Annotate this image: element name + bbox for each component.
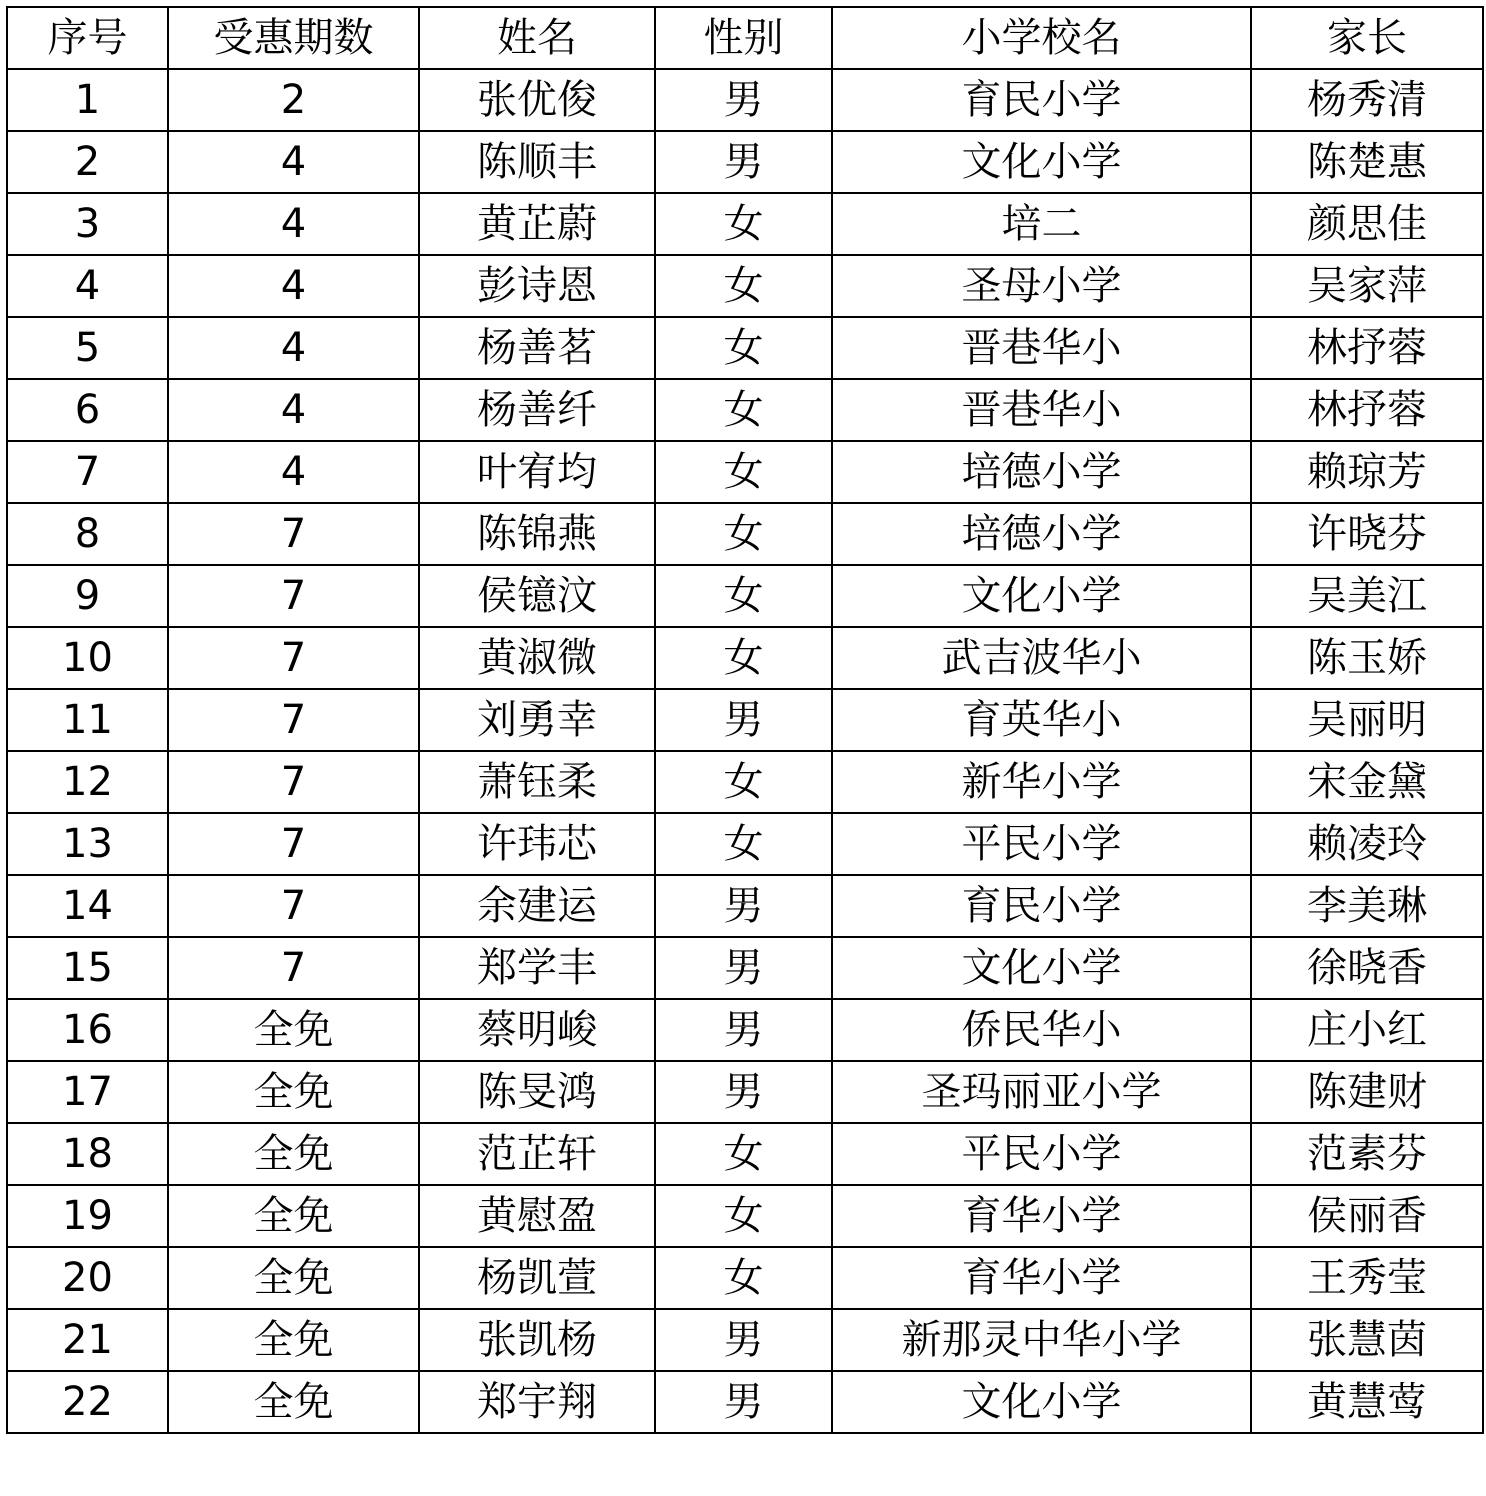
table-row	[7, 317, 1483, 379]
cell-student-name: 叶宥均	[419, 441, 655, 503]
cell-student-name: 陈锦燕	[419, 503, 655, 565]
table-row	[7, 1247, 1483, 1309]
table-body	[7, 69, 1483, 1433]
table-row	[7, 1061, 1483, 1123]
cell-gender: 男	[655, 131, 832, 193]
cell-school-name: 育华小学	[832, 1247, 1251, 1309]
cell-serial-number: 4	[7, 255, 168, 317]
cell-serial-number: 17	[7, 1061, 168, 1123]
column-header-parent-name: 家长	[1251, 7, 1483, 69]
cell-benefit-terms: 2	[168, 69, 419, 131]
cell-student-name: 杨凯萱	[419, 1247, 655, 1309]
cell-student-name: 黄慰盈	[419, 1185, 655, 1247]
cell-gender: 男	[655, 69, 832, 131]
cell-benefit-terms: 4	[168, 317, 419, 379]
cell-school-name: 育英华小	[832, 689, 1251, 751]
cell-serial-number: 18	[7, 1123, 168, 1185]
column-header-student-name: 姓名	[419, 7, 655, 69]
cell-student-name: 余建运	[419, 875, 655, 937]
cell-gender: 男	[655, 999, 832, 1061]
cell-gender: 男	[655, 875, 832, 937]
cell-school-name: 培德小学	[832, 441, 1251, 503]
cell-parent-name: 杨秀清	[1251, 69, 1483, 131]
cell-serial-number: 9	[7, 565, 168, 627]
cell-parent-name: 侯丽香	[1251, 1185, 1483, 1247]
table-row	[7, 441, 1483, 503]
cell-serial-number: 6	[7, 379, 168, 441]
cell-benefit-terms: 7	[168, 503, 419, 565]
cell-student-name: 黄芷蔚	[419, 193, 655, 255]
cell-serial-number: 7	[7, 441, 168, 503]
cell-gender: 女	[655, 379, 832, 441]
cell-student-name: 范芷轩	[419, 1123, 655, 1185]
cell-gender: 女	[655, 441, 832, 503]
cell-parent-name: 赖凌玲	[1251, 813, 1483, 875]
cell-student-name: 刘勇幸	[419, 689, 655, 751]
cell-parent-name: 范素芬	[1251, 1123, 1483, 1185]
table-row	[7, 503, 1483, 565]
cell-serial-number: 13	[7, 813, 168, 875]
cell-gender: 女	[655, 813, 832, 875]
cell-school-name: 育民小学	[832, 69, 1251, 131]
column-header-school-name: 小学校名	[832, 7, 1251, 69]
cell-benefit-terms: 7	[168, 937, 419, 999]
cell-benefit-terms: 7	[168, 813, 419, 875]
cell-parent-name: 庄小红	[1251, 999, 1483, 1061]
table-row	[7, 69, 1483, 131]
cell-school-name: 新华小学	[832, 751, 1251, 813]
table-row	[7, 999, 1483, 1061]
table-row	[7, 875, 1483, 937]
cell-gender: 男	[655, 1309, 832, 1371]
cell-serial-number: 21	[7, 1309, 168, 1371]
cell-student-name: 张凯杨	[419, 1309, 655, 1371]
cell-student-name: 陈顺丰	[419, 131, 655, 193]
cell-benefit-terms: 7	[168, 751, 419, 813]
cell-benefit-terms: 全免	[168, 1185, 419, 1247]
cell-parent-name: 颜思佳	[1251, 193, 1483, 255]
table-row	[7, 937, 1483, 999]
cell-gender: 女	[655, 1185, 832, 1247]
table-header	[7, 7, 1483, 69]
cell-school-name: 文化小学	[832, 565, 1251, 627]
cell-school-name: 育华小学	[832, 1185, 1251, 1247]
cell-serial-number: 3	[7, 193, 168, 255]
cell-school-name: 平民小学	[832, 1123, 1251, 1185]
cell-parent-name: 李美琳	[1251, 875, 1483, 937]
cell-student-name: 彭诗恩	[419, 255, 655, 317]
cell-parent-name: 陈玉娇	[1251, 627, 1483, 689]
table-row	[7, 627, 1483, 689]
cell-student-name: 杨善茗	[419, 317, 655, 379]
cell-parent-name: 徐晓香	[1251, 937, 1483, 999]
cell-school-name: 文化小学	[832, 131, 1251, 193]
cell-school-name: 培二	[832, 193, 1251, 255]
cell-student-name: 萧钰柔	[419, 751, 655, 813]
cell-benefit-terms: 全免	[168, 1061, 419, 1123]
cell-school-name: 侨民华小	[832, 999, 1251, 1061]
cell-student-name: 侯镱汶	[419, 565, 655, 627]
header-row	[7, 7, 1483, 69]
cell-benefit-terms: 7	[168, 565, 419, 627]
cell-gender: 男	[655, 937, 832, 999]
cell-gender: 女	[655, 1247, 832, 1309]
cell-school-name: 文化小学	[832, 1371, 1251, 1433]
cell-serial-number: 16	[7, 999, 168, 1061]
cell-benefit-terms: 全免	[168, 1309, 419, 1371]
cell-student-name: 张优俊	[419, 69, 655, 131]
cell-benefit-terms: 4	[168, 255, 419, 317]
cell-school-name: 新那灵中华小学	[832, 1309, 1251, 1371]
table-row	[7, 1309, 1483, 1371]
table-row	[7, 1185, 1483, 1247]
cell-serial-number: 20	[7, 1247, 168, 1309]
cell-benefit-terms: 全免	[168, 1371, 419, 1433]
cell-benefit-terms: 7	[168, 689, 419, 751]
table-row	[7, 255, 1483, 317]
cell-benefit-terms: 4	[168, 131, 419, 193]
cell-serial-number: 2	[7, 131, 168, 193]
cell-parent-name: 许晓芬	[1251, 503, 1483, 565]
cell-serial-number: 19	[7, 1185, 168, 1247]
cell-benefit-terms: 4	[168, 193, 419, 255]
table-row	[7, 813, 1483, 875]
table-row	[7, 1371, 1483, 1433]
cell-serial-number: 1	[7, 69, 168, 131]
cell-benefit-terms: 7	[168, 627, 419, 689]
cell-school-name: 培德小学	[832, 503, 1251, 565]
cell-gender: 女	[655, 751, 832, 813]
cell-benefit-terms: 全免	[168, 1123, 419, 1185]
cell-parent-name: 吴丽明	[1251, 689, 1483, 751]
cell-student-name: 蔡明峻	[419, 999, 655, 1061]
cell-gender: 女	[655, 627, 832, 689]
table-row	[7, 1123, 1483, 1185]
cell-parent-name: 黄慧莺	[1251, 1371, 1483, 1433]
cell-gender: 男	[655, 1371, 832, 1433]
cell-parent-name: 林抒蓉	[1251, 317, 1483, 379]
cell-school-name: 圣玛丽亚小学	[832, 1061, 1251, 1123]
cell-student-name: 杨善纤	[419, 379, 655, 441]
cell-gender: 男	[655, 689, 832, 751]
cell-serial-number: 8	[7, 503, 168, 565]
cell-gender: 女	[655, 317, 832, 379]
table-row	[7, 689, 1483, 751]
cell-gender: 女	[655, 193, 832, 255]
cell-gender: 女	[655, 503, 832, 565]
column-header-benefit-terms: 受惠期数	[168, 7, 419, 69]
cell-gender: 女	[655, 255, 832, 317]
cell-benefit-terms: 4	[168, 379, 419, 441]
cell-parent-name: 王秀莹	[1251, 1247, 1483, 1309]
cell-serial-number: 14	[7, 875, 168, 937]
cell-school-name: 圣母小学	[832, 255, 1251, 317]
table-row	[7, 131, 1483, 193]
cell-gender: 女	[655, 565, 832, 627]
cell-benefit-terms: 4	[168, 441, 419, 503]
cell-parent-name: 吴美江	[1251, 565, 1483, 627]
cell-gender: 女	[655, 1123, 832, 1185]
cell-benefit-terms: 全免	[168, 1247, 419, 1309]
table-row	[7, 193, 1483, 255]
cell-parent-name: 陈楚惠	[1251, 131, 1483, 193]
cell-school-name: 文化小学	[832, 937, 1251, 999]
cell-parent-name: 宋金黛	[1251, 751, 1483, 813]
cell-parent-name: 吴家萍	[1251, 255, 1483, 317]
cell-parent-name: 赖琼芳	[1251, 441, 1483, 503]
cell-school-name: 晋巷华小	[832, 317, 1251, 379]
cell-serial-number: 11	[7, 689, 168, 751]
beneficiary-table	[6, 6, 1484, 1434]
table-row	[7, 751, 1483, 813]
cell-benefit-terms: 全免	[168, 999, 419, 1061]
cell-serial-number: 22	[7, 1371, 168, 1433]
cell-student-name: 陈旻鸿	[419, 1061, 655, 1123]
cell-serial-number: 10	[7, 627, 168, 689]
cell-serial-number: 15	[7, 937, 168, 999]
cell-parent-name: 陈建财	[1251, 1061, 1483, 1123]
column-header-serial-number: 序号	[7, 7, 168, 69]
cell-school-name: 平民小学	[832, 813, 1251, 875]
cell-gender: 男	[655, 1061, 832, 1123]
cell-school-name: 育民小学	[832, 875, 1251, 937]
cell-benefit-terms: 7	[168, 875, 419, 937]
cell-student-name: 许玮芯	[419, 813, 655, 875]
cell-school-name: 武吉波华小	[832, 627, 1251, 689]
cell-parent-name: 林抒蓉	[1251, 379, 1483, 441]
cell-student-name: 郑学丰	[419, 937, 655, 999]
column-header-gender: 性别	[655, 7, 832, 69]
cell-student-name: 黄淑微	[419, 627, 655, 689]
cell-school-name: 晋巷华小	[832, 379, 1251, 441]
table-row	[7, 565, 1483, 627]
cell-parent-name: 张慧茵	[1251, 1309, 1483, 1371]
cell-student-name: 郑宇翔	[419, 1371, 655, 1433]
table-row	[7, 379, 1483, 441]
cell-serial-number: 5	[7, 317, 168, 379]
cell-serial-number: 12	[7, 751, 168, 813]
